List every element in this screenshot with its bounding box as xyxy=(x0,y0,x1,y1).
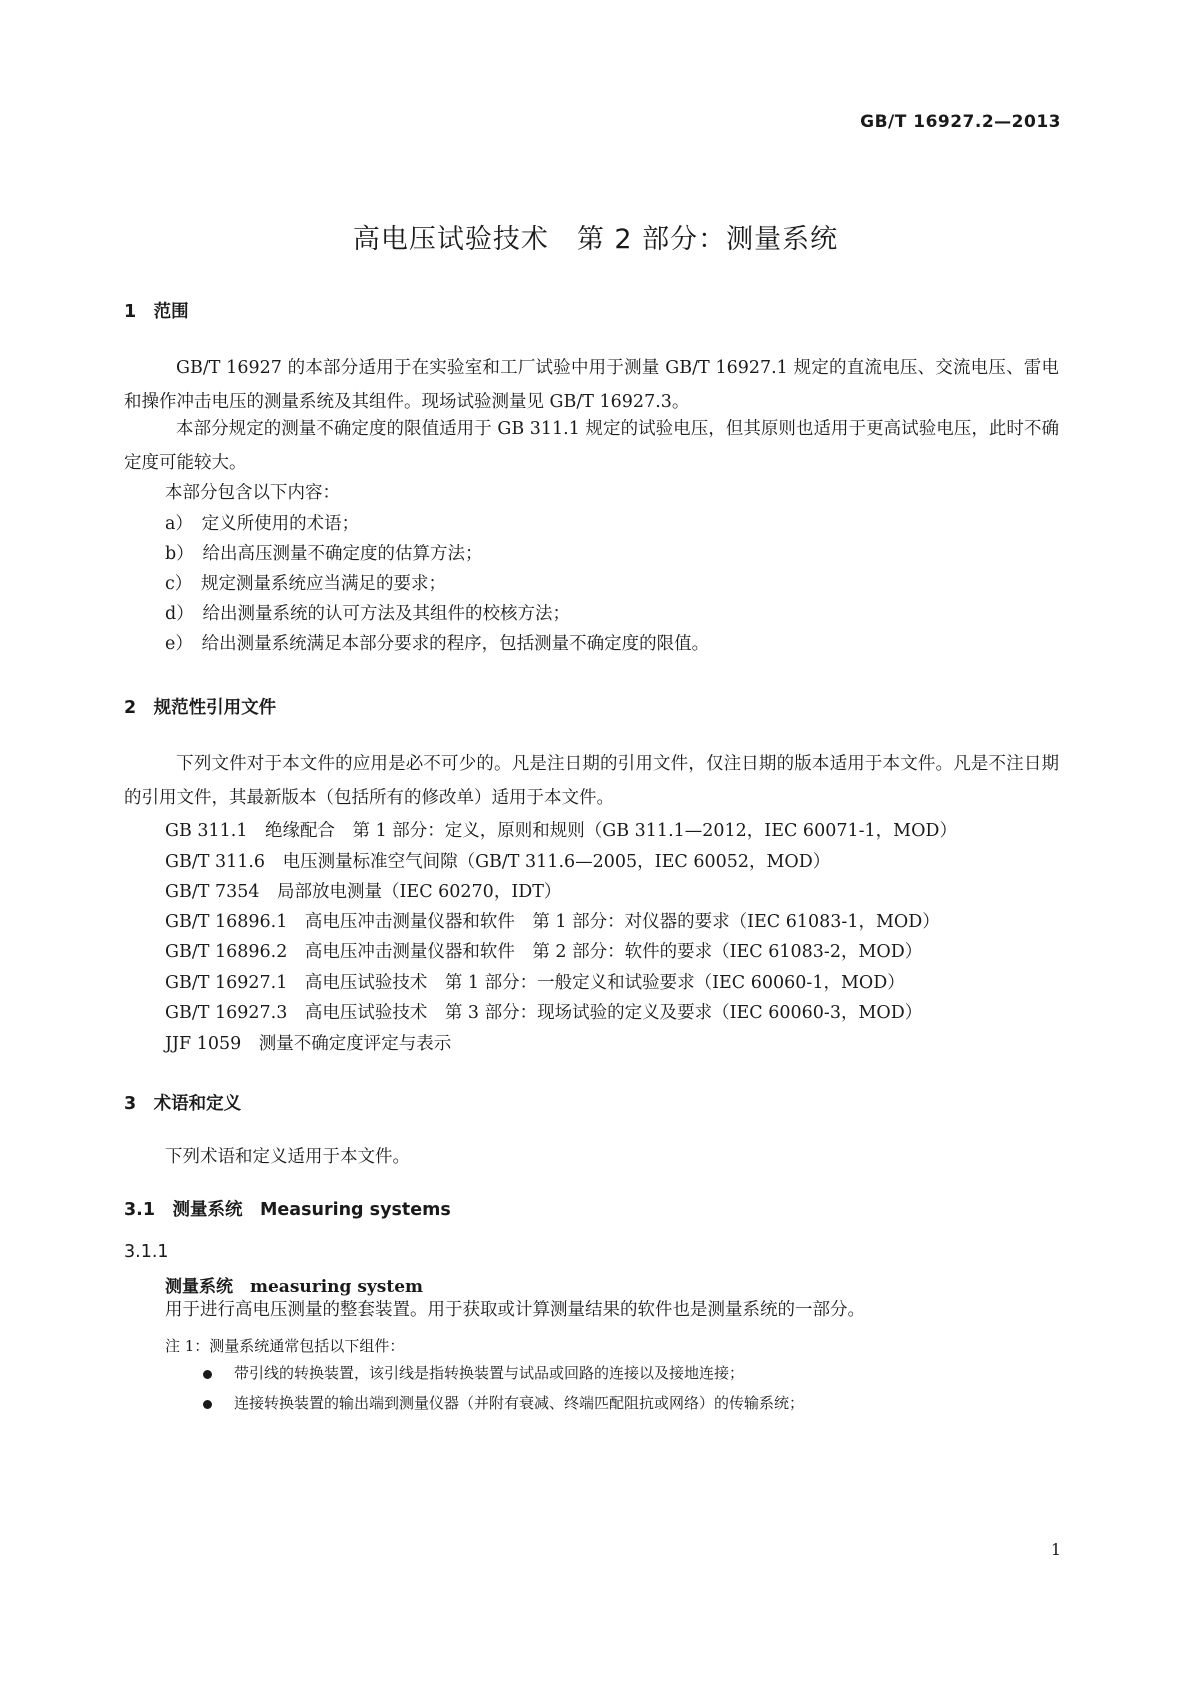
list-item-d: d） 给出测量系统的认可方法及其组件的校核方法； xyxy=(165,604,570,624)
reference-item: GB 311.1 绝缘配合 第 1 部分：定义，原则和规则（GB 311.1—2012，IEC 60071-1，MOD） xyxy=(165,821,957,841)
subsection-3-1-1-number: 3.1.1 xyxy=(124,1242,169,1262)
section-3-intro: 下列术语和定义适用于本文件。 xyxy=(165,1147,410,1167)
page-number: 1 xyxy=(1050,1540,1061,1559)
reference-item: GB/T 16927.1 高电压试验技术 第 1 部分：一般定义和试验要求（IEC 60060-1，MOD） xyxy=(165,973,905,993)
reference-item: GB/T 16896.1 高电压冲击测量仪器和软件 第 1 部分：对仪器的要求（IEC 61083-1，MOD） xyxy=(165,912,940,932)
document-title: 高电压试验技术 第 2 部分：测量系统 xyxy=(352,224,839,255)
list-item-c: c） 规定测量系统应当满足的要求； xyxy=(165,574,447,594)
bullet-text: 连接转换装置的输出端到测量仪器（并附有衰减、终端匹配阻抗或网络）的传输系统； xyxy=(234,1394,805,1412)
section-1-paragraph-2 xyxy=(124,412,1059,480)
subsection-3-1-heading: 3.1 测量系统 Measuring systems xyxy=(124,1200,451,1220)
paragraph-text: 下列文件对于本文件的应用是必不可少的。凡是注日期的引用文件，仅注日期的版本适用于本文件。凡是不注日期的引用文件，其最新版本（包括所有的修改单）适用于本文件。 xyxy=(124,754,1059,808)
reference-item: JJF 1059 测量不确定度评定与表示 xyxy=(165,1034,452,1054)
list-item-b: b） 给出高压测量不确定度的估算方法； xyxy=(165,544,483,564)
reference-item: GB/T 16896.2 高电压冲击测量仪器和软件 第 2 部分：软件的要求（IEC 61083-2，MOD） xyxy=(165,942,923,962)
bullet-dot-icon xyxy=(203,1400,212,1409)
standard-code: GB/T 16927.2—2013 xyxy=(860,112,1061,132)
reference-item: GB/T 311.6 电压测量标准空气间隙（GB/T 311.6—2005，IEC 60052，MOD） xyxy=(165,852,831,872)
term-definition: 用于进行高电压测量的整套装置。用于获取或计算测量结果的软件也是测量系统的一部分。 xyxy=(165,1300,865,1320)
section-2-intro xyxy=(124,747,1059,815)
bullet-item xyxy=(203,1392,804,1413)
section-3-heading: 3 术语和定义 xyxy=(124,1094,242,1114)
paragraph-text: 本部分规定的测量不确定度的限值适用于 GB 311.1 规定的试验电压，但其原则也适用于更高试验电压，此时不确定度可能较大。 xyxy=(124,419,1059,473)
section-1-heading: 1 范围 xyxy=(124,302,189,322)
bullet-item xyxy=(203,1362,744,1383)
term-heading: 测量系统 measuring system xyxy=(165,1277,424,1297)
paragraph-text: GB/T 16927 的本部分适用于在实验室和工厂试验中用于测量 GB/T 16927.1 规定的直流电压、交流电压、雷电和操作冲击电压的测量系统及其组件。现场试验测量见 GB/T 16927.3。 xyxy=(124,358,1059,412)
note-1: 注 1：测量系统通常包括以下组件： xyxy=(165,1337,405,1355)
reference-item: GB/T 7354 局部放电测量（IEC 60270，IDT） xyxy=(165,882,562,902)
bullet-text: 带引线的转换装置，该引线是指转换装置与试品或回路的连接以及接地连接； xyxy=(234,1364,745,1382)
section-2-heading: 2 规范性引用文件 xyxy=(124,698,277,718)
list-item-e: e） 给出测量系统满足本部分要求的程序，包括测量不确定度的限值。 xyxy=(165,634,710,654)
list-item-a: a） 定义所使用的术语； xyxy=(165,514,360,534)
bullet-dot-icon xyxy=(203,1370,212,1379)
section-1-paragraph-3: 本部分包含以下内容： xyxy=(165,483,340,503)
reference-item: GB/T 16927.3 高电压试验技术 第 3 部分：现场试验的定义及要求（IEC 60060-3，MOD） xyxy=(165,1003,923,1023)
section-1-paragraph-1 xyxy=(124,351,1059,419)
